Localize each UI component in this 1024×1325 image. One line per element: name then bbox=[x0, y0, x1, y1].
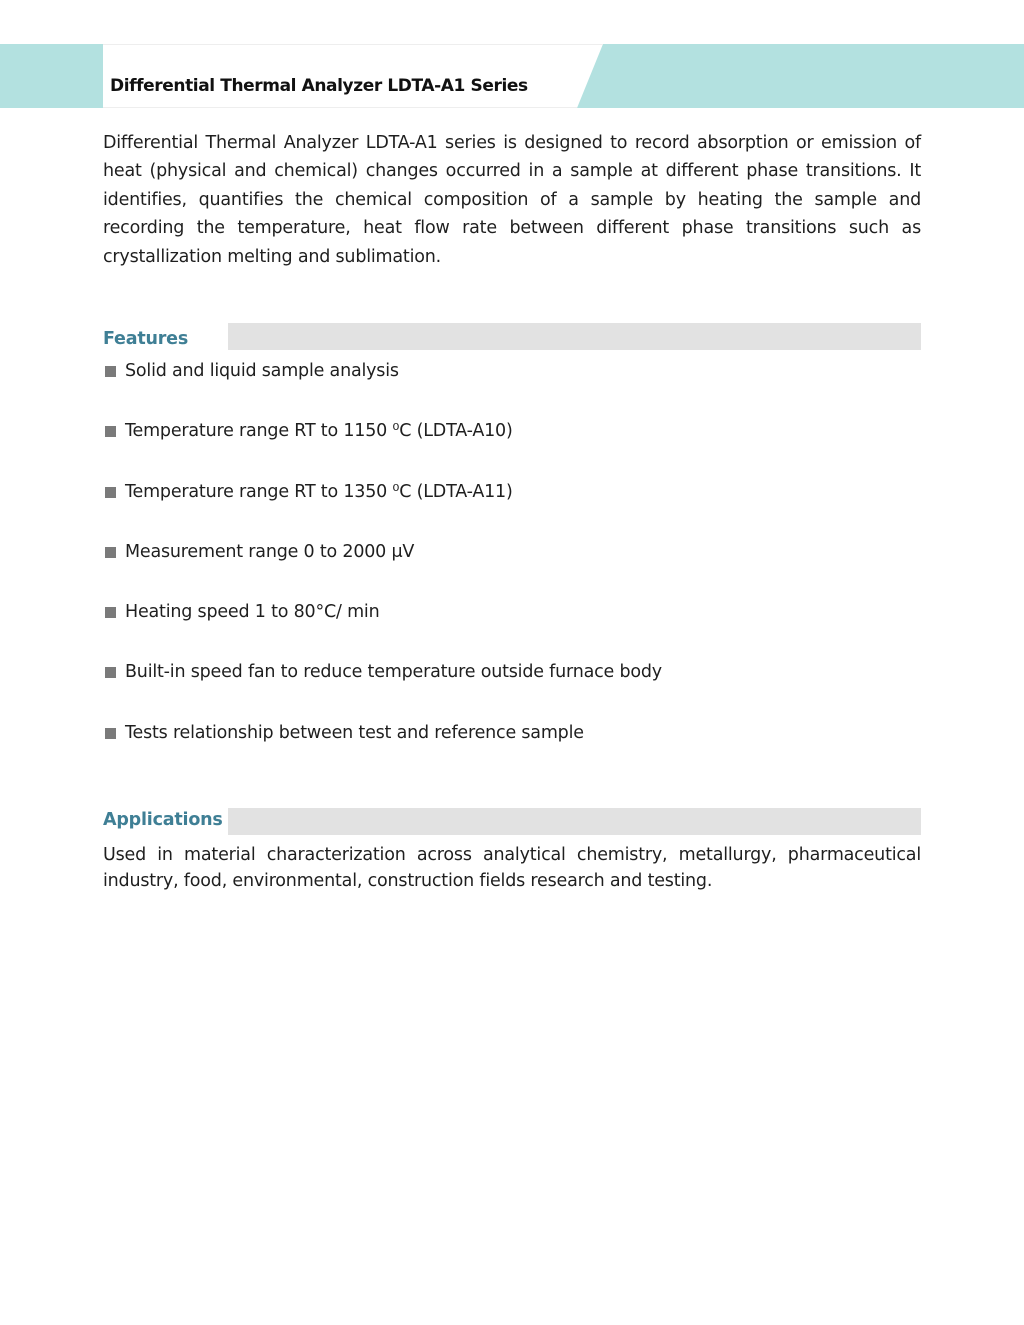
square-bullet-icon bbox=[105, 547, 116, 558]
feature-item bbox=[103, 477, 921, 537]
square-bullet-icon bbox=[105, 667, 116, 678]
feature-label: Measurement range 0 to 2000 μV bbox=[125, 541, 415, 562]
feature-item bbox=[103, 416, 921, 476]
applications-heading-bar bbox=[228, 808, 921, 835]
header-accent-right bbox=[577, 44, 1024, 108]
square-bullet-icon bbox=[105, 366, 116, 377]
feature-label: Temperature range RT to 1150 ⁰C (LDTA-A10) bbox=[125, 421, 513, 442]
feature-item bbox=[103, 718, 921, 778]
square-bullet-icon bbox=[105, 487, 116, 498]
feature-label: Temperature range RT to 1350 ⁰C (LDTA-A11) bbox=[125, 481, 513, 502]
feature-label: Tests relationship between test and reference sample bbox=[125, 722, 584, 743]
header-accent-left bbox=[0, 44, 103, 108]
feature-label: Built-in speed fan to reduce temperature outside furnace body bbox=[125, 662, 662, 683]
square-bullet-icon bbox=[105, 607, 116, 618]
applications-heading: Applications bbox=[103, 810, 223, 830]
intro-paragraph: Differential Thermal Analyzer LDTA-A1 series is designed to record absorption or emission of heat (physical and chemical) changes occurred in a sample at different phase transitions. It identifies, quantifies the chemical composition of a sample by heating the sample and recording the temperature, heat flow rate between different phase transitions such as crystallization melting and sublimation. bbox=[103, 133, 921, 267]
features-list bbox=[103, 356, 921, 778]
features-heading-bar bbox=[228, 323, 921, 350]
document-title: Differential Thermal Analyzer LDTA-A1 Series bbox=[110, 76, 528, 96]
features-heading: Features bbox=[103, 329, 189, 349]
feature-item bbox=[103, 597, 921, 657]
feature-item bbox=[103, 356, 921, 416]
applications-paragraph: Used in material characterization across analytical chemistry, metallurgy, pharmaceutical industry, food, environmental, construction fields research and testing. bbox=[103, 845, 921, 891]
square-bullet-icon bbox=[105, 426, 116, 437]
feature-label: Solid and liquid sample analysis bbox=[125, 361, 399, 381]
feature-item bbox=[103, 537, 921, 597]
feature-item bbox=[103, 657, 921, 717]
feature-label: Heating speed 1 to 80°C/ min bbox=[125, 602, 380, 623]
square-bullet-icon bbox=[105, 728, 116, 739]
